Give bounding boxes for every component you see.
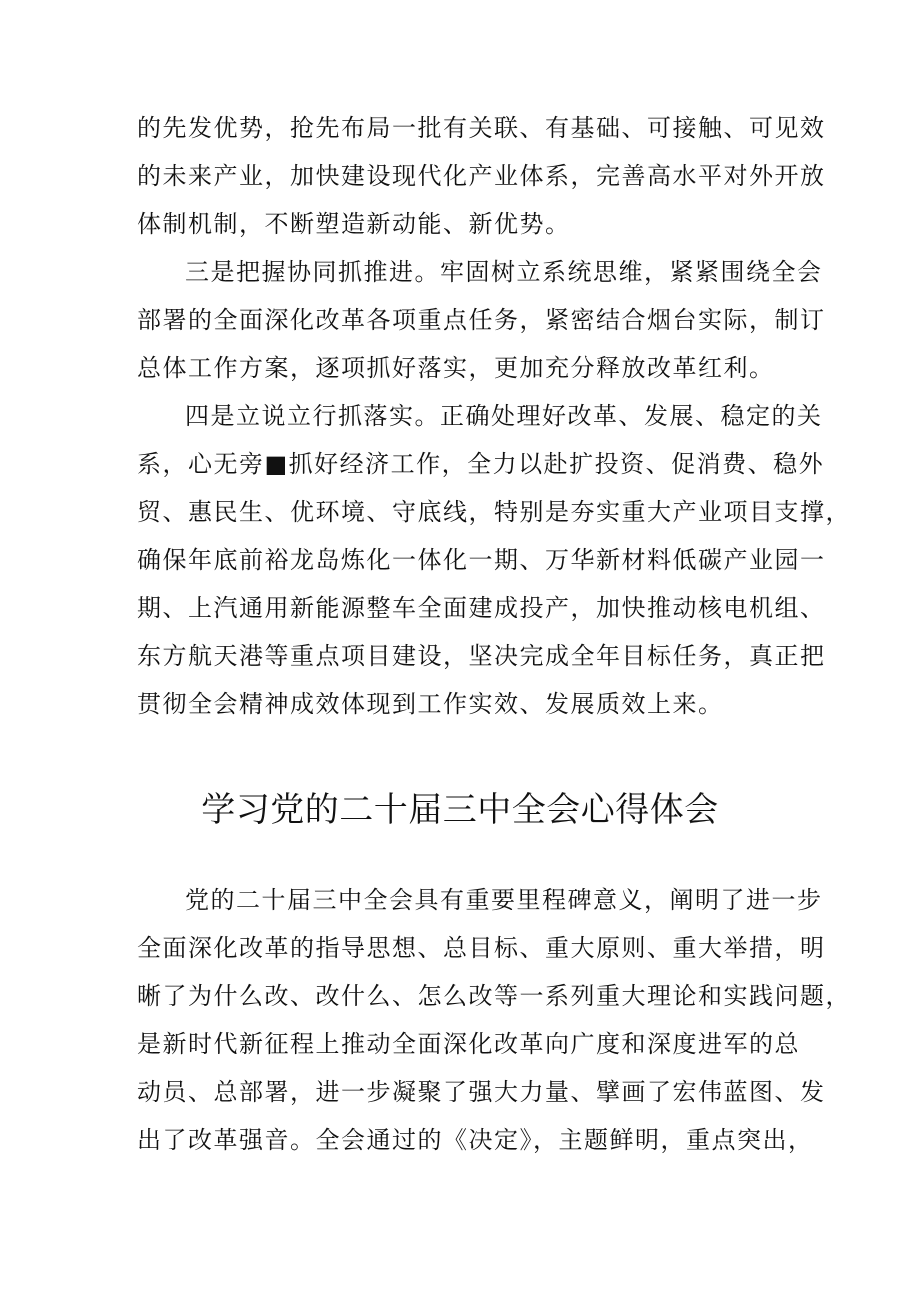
text-line: 的先发优势，抢先布局一批有关联、有基础、可接触、可见效 bbox=[137, 114, 826, 142]
text-line: 体制机制，不断塑造新动能、新优势。 bbox=[137, 210, 571, 238]
text-line: 系，心无旁■抓好经济工作，全力以赴扩投资、促消费、稳外 bbox=[137, 450, 825, 478]
text-line: 四是立说立行抓落实。正确处理好改革、发展、稳定的关 bbox=[185, 402, 823, 430]
text-line: 党的二十届三中全会具有重要里程碑意义，阐明了进一步 bbox=[185, 886, 823, 914]
text-line: 总体工作方案，逐项抓好落实，更加充分释放改革红利。 bbox=[137, 354, 775, 382]
text-line: 期、上汽通用新能源整车全面建成投产，加快推动核电机组、 bbox=[137, 594, 826, 622]
text-line: 贯彻全会精神成效体现到工作实效、发展质效上来。 bbox=[137, 690, 724, 718]
text-line: 的未来产业，加快建设现代化产业体系，完善高水平对外开放 bbox=[137, 162, 826, 190]
text-line: 部署的全面深化改革各项重点任务，紧密结合烟台实际，制订 bbox=[137, 306, 826, 334]
text-line: 贸、惠民生、优环境、守底线，特别是夯实重大产业项目支撑， bbox=[137, 498, 851, 526]
text-line: 全面深化改革的指导思想、总目标、重大原则、重大举措，明 bbox=[137, 934, 826, 962]
text-line: 东方航天港等重点项目建设，坚决完成全年目标任务，真正把 bbox=[137, 642, 826, 670]
text-line: 确保年底前裕龙岛炼化一体化一期、万华新材料低碳产业园一 bbox=[137, 546, 826, 574]
text-line: 出了改革强音。全会通过的《决定》，主题鲜明，重点突出， bbox=[137, 1126, 814, 1154]
text-line: 是新时代新征程上推动全面深化改革向广度和深度进军的总 bbox=[137, 1030, 800, 1058]
article-title: 学习党的二十届三中全会心得体会 bbox=[201, 790, 719, 830]
text-line: 晰了为什么改、改什么、怎么改等一系列重大理论和实践问题， bbox=[137, 982, 851, 1010]
text-line: 动员、总部署，进一步凝聚了强大力量、擘画了宏伟蓝图、发 bbox=[137, 1078, 826, 1106]
body-text-top bbox=[137, 104, 851, 728]
body-text-bottom bbox=[137, 876, 851, 1164]
text-line: 三是把握协同抓推进。牢固树立系统思维，紧紧围绕全会 bbox=[185, 258, 823, 286]
